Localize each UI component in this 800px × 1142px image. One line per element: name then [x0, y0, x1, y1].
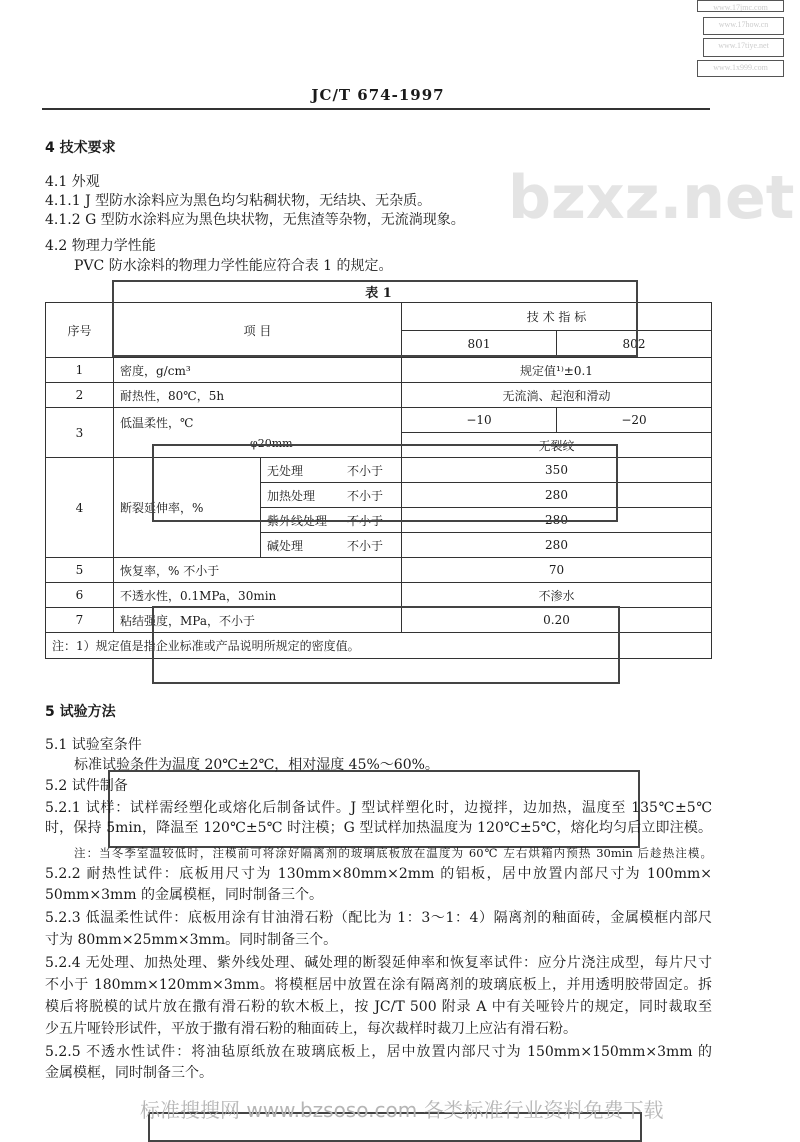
section-4-title: 4 技术要求: [45, 140, 116, 156]
cell-value: 无流淌、起泡和滑动: [402, 383, 712, 408]
paragraph-note: 注：当冬季室温较低时，注模前可将涂好隔离剂的玻璃底板放在温度为 60℃ 左右烘箱内预热 30min 后趁热注模。: [74, 846, 712, 860]
standard-code: JC/T 674-1997: [311, 86, 445, 104]
sub-cond: 不小于: [347, 488, 384, 503]
corner-watermark: www.17jmc.com: [697, 0, 784, 12]
cell-value: 70: [402, 558, 712, 583]
cell-seq: 1: [46, 358, 114, 383]
table-row: [46, 408, 712, 433]
section-4-2: 4.2 物理力学性能: [45, 238, 156, 254]
section-5-title: 5 试验方法: [45, 704, 116, 720]
table-row: [46, 583, 712, 608]
table-row: [46, 558, 712, 583]
cell-item: 断裂延伸率，%: [114, 458, 261, 558]
sub-name: 加热处理: [267, 488, 316, 503]
sub-name: 无处理: [267, 463, 304, 478]
paragraph-line: 不小于 180mm×120mm×3mm。将模框居中放置在涂有隔离剂的玻璃底板上，并用透明胶带固定。拆: [45, 977, 712, 993]
cell-value: 无裂纹: [402, 433, 712, 458]
sub-cond: 不小于: [347, 538, 384, 553]
corner-watermark: www.1x999.com: [697, 60, 784, 77]
cell-value: 280: [402, 483, 712, 508]
paragraph-line: 5.2.4 无处理、加热处理、紫外线处理、碱处理的断裂延伸率和恢复率试件：应分片浇注成型，每片尺寸: [45, 955, 712, 971]
cell-item: 恢复率，% 不小于: [114, 558, 402, 583]
section-5-1-text: 标准试验条件为温度 20℃±2℃，相对湿度 45%～60%。: [74, 757, 439, 773]
header-801: 801: [402, 331, 557, 358]
cell-value: 规定值¹⁾±0.1: [402, 358, 712, 383]
section-4-1-1: 4.1.1 J 型防水涂料应为黑色均匀粘稠状物，无结块、无杂质。: [45, 193, 432, 209]
corner-watermark: www.17tiye.net: [703, 38, 784, 57]
sub-cond: 不小于: [347, 463, 384, 478]
paragraph-line: 时，保持 5min，降温至 120℃±5℃ 时注模；G 型试样加热温度为 120℃±5℃，熔化均匀后立即注模。: [45, 820, 712, 836]
section-4-2-text: PVC 防水涂料的物理力学性能应符合表 1 的规定。: [74, 258, 393, 274]
footer-watermark: 标准搜搜网 www.bzsoso.com 各类标准行业资料免费下载: [140, 1098, 664, 1122]
annotation-box: [152, 606, 620, 684]
cell-sub: [261, 533, 402, 558]
sub-cond: 不小于: [347, 513, 384, 528]
cell-item: 不透水性，0.1MPa，30min: [114, 583, 402, 608]
cell-value: 350: [402, 458, 712, 483]
table-note: 注：1）规定值是指企业标准或产品说明所规定的密度值。: [46, 633, 712, 659]
item-sub: φ20mm: [250, 437, 293, 450]
cell-802: −20: [557, 408, 712, 433]
cell-value: 280: [402, 508, 712, 533]
cell-value: 0.20: [402, 608, 712, 633]
sub-name: 碱处理: [267, 538, 304, 553]
paragraph-line: 金属模框，同时制备三个。: [45, 1065, 213, 1081]
cell-value: 280: [402, 533, 712, 558]
cell-seq: 7: [46, 608, 114, 633]
paragraph-line: 5.2.5 不透水性试件：将油毡原纸放在玻璃底板上，居中放置内部尺寸为 150mm×150mm×3mm 的: [45, 1044, 712, 1060]
cell-seq: 4: [46, 458, 114, 558]
section-5-1: 5.1 试验室条件: [45, 737, 142, 753]
header-rule: [42, 108, 710, 110]
table-row: [46, 358, 712, 383]
paragraph-line: 模后将脱模的试片放在撒有滑石粉的软木板上，按 JC/T 500 附录 A 中有关哑铃片的规定，同时裁取至: [45, 999, 712, 1015]
header-item: 项 目: [114, 303, 402, 358]
table-caption: 表 1: [365, 286, 392, 301]
paragraph-line: 5.2.3 低温柔性试件：底板用涂有甘油滑石粉（配比为 1：3～1：4）隔离剂的釉面砖，金属模框内部尺: [45, 910, 712, 926]
cell-value: 不渗水: [402, 583, 712, 608]
paragraph-line: 少五片哑铃形试件，平放于撒有滑石粉的釉面砖上，每次裁样时裁刀上应沾有滑石粉。: [45, 1021, 577, 1037]
cell-seq: 6: [46, 583, 114, 608]
watermark-logo: bzxz.net: [508, 163, 795, 233]
section-4-1: 4.1 外观: [45, 174, 100, 190]
sub-name: 紫外线处理: [267, 513, 328, 528]
annotation-box: [112, 280, 638, 357]
paragraph-line: 5.2.2 耐热性试件：底板用尺寸为 130mm×80mm×2mm 的铝板，居中放置内部尺寸为 100mm×: [45, 866, 712, 882]
cell-item: 粘结强度，MPa，不小于: [114, 608, 402, 633]
header-802: 802: [557, 331, 712, 358]
section-5-2: 5.2 试件制备: [45, 778, 128, 794]
item-label: 低温柔性，℃: [120, 416, 194, 430]
cell-seq: 5: [46, 558, 114, 583]
section-4-1-2: 4.1.2 G 型防水涂料应为黑色块状物，无焦渣等杂物，无流淌现象。: [45, 212, 465, 228]
table-row: [46, 383, 712, 408]
header-seq: 序号: [46, 303, 114, 358]
cell-seq: 2: [46, 383, 114, 408]
paragraph-line: 50mm×3mm 的金属模框，同时制备三个。: [45, 887, 324, 903]
corner-watermark: www.17how.cn: [703, 17, 784, 35]
paragraph-line: 寸为 80mm×25mm×3mm。同时制备三个。: [45, 932, 338, 948]
paragraph-line: 5.2.1 试样：试样需经塑化或熔化后制备试件。J 型试样塑化时，边搅拌，边加热，温度至 135℃±5℃: [45, 800, 712, 816]
header-spec: 技 术 指 标: [402, 303, 712, 331]
cell-seq: 3: [46, 408, 114, 458]
cell-801: −10: [402, 408, 557, 433]
cell-item: 耐热性，80℃，5h: [114, 383, 402, 408]
cell-item: 密度，g/cm³: [114, 358, 402, 383]
annotation-box: [152, 444, 618, 522]
